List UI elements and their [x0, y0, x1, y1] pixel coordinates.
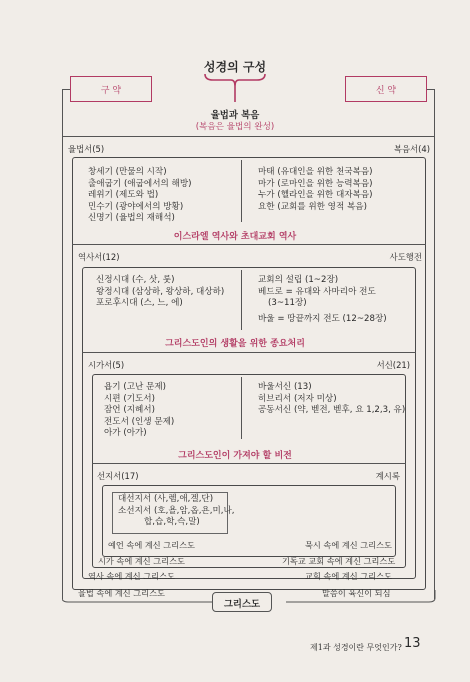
new-testament-label: 신 약	[375, 86, 397, 96]
list-item: 신정시대 (수, 삿, 룻)	[96, 275, 175, 285]
list-item: 아가 (아가)	[104, 428, 147, 439]
list-item: 누가 (헬라인을 위한 대자복음)	[258, 190, 373, 201]
law-gospel-sub: (복음은 율법의 완성)	[195, 122, 275, 132]
list-item: 히브리서 (저자 미상)	[258, 393, 337, 404]
caption-prophecy: 예언 속에 계신 그리스도	[108, 540, 195, 550]
list-item: (3~11장)	[268, 298, 307, 309]
list-item: 욥기 (고난 문제)	[104, 382, 166, 392]
l2-bar	[72, 244, 426, 245]
page-number: 13	[404, 636, 421, 651]
christian-life-heading: 그리스도인의 생활을 위한 종요처리	[165, 339, 305, 349]
list-item: 창세기 (만물의 시작)	[88, 167, 167, 177]
title-brace	[205, 74, 265, 82]
page-title: 성경의 구성	[203, 60, 267, 74]
l1-divider	[241, 160, 242, 222]
prophets-label: 선지서(17)	[97, 471, 139, 481]
list-item: 베드로 = 유대와 사마리아 전도	[258, 286, 376, 297]
christ-center-label: 그리스도	[223, 599, 261, 610]
prophets-list	[118, 494, 235, 529]
list-item: 포로후시대 (스, 느, 에)	[96, 298, 183, 309]
l3-bar	[82, 352, 416, 353]
revelation-label: 계시록	[375, 471, 400, 481]
caption-law: 율법 속에 계신 그리스도	[78, 588, 165, 598]
l2-list-right	[258, 275, 387, 325]
acts-label: 사도행전	[389, 252, 422, 262]
list-item: 공동서신 (약, 벧전, 벧후, 요 1,2,3, 유)	[258, 405, 406, 416]
l1-list-right	[258, 167, 373, 213]
l2-divider	[241, 270, 242, 330]
list-item: 레위기 (제도와 법)	[88, 190, 159, 201]
caption-church: 교회 속에 계신 그리스도	[305, 571, 392, 581]
list-item: 교회의 설립 (1~2장)	[258, 275, 339, 285]
list-item: 신명기 (율법의 재해석)	[88, 213, 175, 224]
caption-church-christianity: 기독교 교회 속에 계신 그리스도	[282, 556, 396, 566]
list-item: 마가 (로마인을 위한 능력복음)	[258, 178, 373, 189]
list-item: 왕정시대 (삼상하, 왕상하, 대상하)	[96, 286, 225, 297]
list-item: 전도서 (인생 문제)	[104, 416, 175, 427]
caption-incarnation: 말씀이 육신이 되심	[322, 588, 391, 598]
new-testament-box	[345, 76, 427, 102]
gospels-label: 복음서(4)	[393, 144, 430, 154]
caption-history: 역사 속에 계신 그리스도	[88, 571, 175, 581]
ot-connector	[62, 89, 70, 90]
list-item: 출애굽기 (애굽에서의 해방)	[88, 178, 192, 189]
footer-chapter: 제1과 성경이란 무엇인가?	[310, 643, 402, 652]
list-item: 민수기 (광야에서의 방황)	[88, 201, 184, 212]
list-item: 바울 = 땅끝까지 전도 (12~28장)	[258, 313, 387, 324]
list-item: 합,습,학,슥,말)	[144, 517, 200, 528]
list-item: 바울서신 (13)	[258, 382, 312, 392]
list-item: 마태 (유대인을 위한 천국복음)	[258, 167, 373, 177]
old-testament-box	[70, 76, 152, 102]
law-books-label: 율법서(5)	[68, 144, 105, 154]
list-item: 요한 (교회를 위한 영적 복음)	[258, 201, 367, 212]
list-item: 대선지서 (사,렘,애,겔,단)	[118, 494, 214, 504]
vision-heading: 그리스도인이 가져야 할 비전	[178, 451, 292, 461]
l3-divider	[241, 377, 242, 439]
law-gospel-heading: 율법과 복음	[210, 110, 260, 121]
old-testament-label: 구 약	[100, 86, 122, 96]
l4-bar	[92, 463, 406, 464]
list-item: 시편 (기도서)	[104, 393, 155, 404]
list-item: 소선지서 (호,욜,암,옵,욘,미,나,	[118, 505, 235, 516]
christ-center-box	[212, 592, 272, 612]
epistles-label: 서신(21)	[376, 360, 410, 370]
l1-list-left	[88, 167, 192, 225]
l2-list-left	[96, 275, 224, 310]
caption-apocalypse: 묵시 속에 계신 그리스도	[305, 540, 392, 550]
history-books-label: 역사서(12)	[78, 252, 120, 262]
l3-list-right	[258, 382, 405, 417]
list-item: 잠언 (지혜서)	[104, 405, 155, 416]
caption-poetry: 시가 속에 계신 그리스도	[98, 556, 185, 566]
l3-list-left	[104, 382, 174, 440]
history-heading: 이스라엘 역사와 초대교회 역사	[173, 232, 297, 242]
poetry-books-label: 시가서(5)	[88, 360, 125, 370]
l1-bar	[62, 136, 435, 137]
